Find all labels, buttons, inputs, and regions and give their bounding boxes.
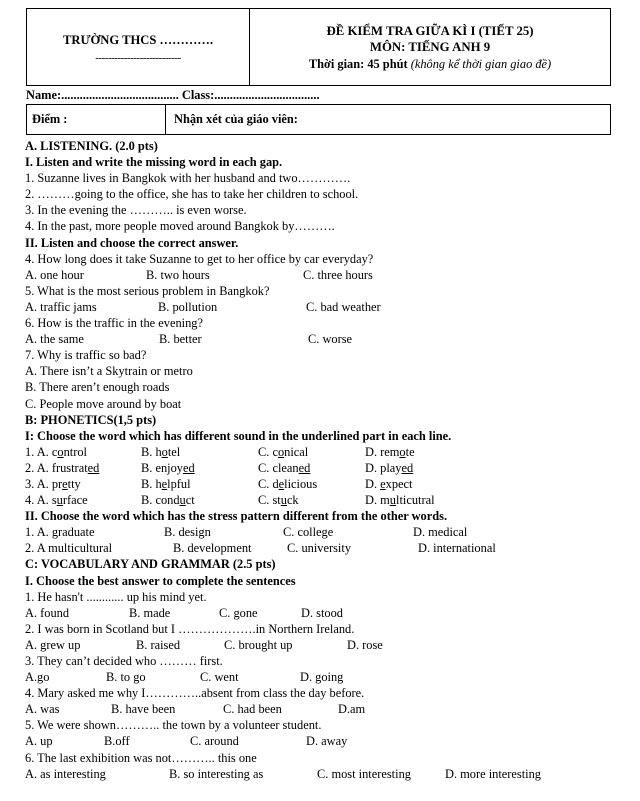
options-row (25, 331, 625, 347)
option: A. There isn’t a Skytrain or metro (25, 364, 193, 379)
option: A. was (25, 702, 60, 717)
option: D. played (365, 460, 414, 475)
option: B. development (173, 541, 252, 556)
option: A.go (25, 670, 50, 685)
phonetics-row (25, 444, 625, 460)
option: A. one hour (25, 267, 84, 282)
section-heading: B: PHONETICS(1,5 pts) (25, 412, 157, 427)
option: B. There aren’t enough roads (25, 380, 170, 395)
option: B. helpful (141, 476, 191, 491)
underlined-sound: o (57, 444, 64, 459)
option: B. better (159, 332, 202, 347)
underlined-sound: o (277, 444, 285, 459)
options-row (25, 540, 625, 556)
option: 1. A. graduate (25, 525, 95, 540)
option: C. People move around by boat (25, 396, 182, 411)
question: 1. He hasn't ............ up his mind yet. (25, 589, 207, 604)
option: B.off (104, 734, 130, 749)
option: A. found (25, 605, 70, 620)
underlined-sound: o (399, 444, 406, 459)
underlined-sound: e (161, 476, 168, 491)
options-row (25, 524, 625, 540)
option: B. design (164, 525, 211, 540)
option: 2. A multicultural (25, 541, 113, 556)
option: D. multicutral (365, 493, 435, 508)
question: 5. What is the most serious problem in Bangkok? (25, 283, 270, 298)
option: D. rose (347, 637, 383, 652)
exam-title: ĐỀ KIỂM TRA GIỮA KÌ I (TIẾT 25) (326, 24, 534, 38)
options-row (25, 766, 625, 782)
section-heading: A. LISTENING. (2.0 pts) (25, 139, 158, 153)
option: A. grew up (25, 637, 81, 652)
part-heading: I. Choose the best answer to complete the sentences (25, 573, 296, 588)
option: C. cleaned (258, 460, 311, 475)
options-row (25, 299, 625, 315)
option: 3. A. pretty (25, 476, 81, 491)
underlined-sound: u (56, 493, 63, 508)
exam-time (250, 57, 610, 72)
school-name: TRƯỜNG THCS …………. (62, 33, 214, 47)
underlined-sound: o (161, 444, 168, 459)
option: C. gone (219, 605, 258, 620)
options-row (25, 669, 625, 685)
option: C. conical (258, 444, 309, 459)
question: 6. The last exhibition was not……….. this one (25, 750, 257, 765)
option: D. away (306, 734, 348, 749)
underlined-sound: ed (298, 460, 311, 475)
option: B. enjoyed (141, 460, 195, 475)
phonetics-row (25, 492, 625, 508)
question: 4. Mary asked me why I…………..absent from class the day before. (25, 686, 365, 701)
option: D. expect (365, 476, 413, 491)
question: 4. How long does it take Suzanne to get to her office by car everyday? (25, 251, 374, 266)
score-label: Điểm : (32, 112, 68, 126)
underlined-sound: u (280, 493, 287, 508)
option: B. made (129, 605, 171, 620)
option: C. bad weather (306, 299, 381, 314)
underlined-sound: e (380, 476, 386, 491)
options-row (25, 267, 625, 283)
underlined-sound: e (62, 476, 68, 491)
question: 3. In the evening the ……….. is even worse. (25, 203, 247, 218)
option: C. delicious (258, 476, 318, 491)
question: 4. In the past, more people moved around Bangkok by………. (25, 219, 335, 234)
options-row (25, 701, 625, 717)
option: B. to go (106, 670, 146, 685)
student-name-class-line: Name:...................................... Class:.................................. (26, 88, 320, 102)
underlined-sound: e (278, 476, 285, 491)
part-heading: II. Listen and choose the correct answer. (25, 235, 239, 250)
option: A. traffic jams (25, 299, 97, 314)
option: D. remote (365, 444, 415, 459)
part-heading: I: Choose the word which has different sound in the underlined part in each line. (25, 428, 452, 443)
option: B. pollution (158, 299, 218, 314)
section-heading: C: VOCABULARY AND GRAMMAR (2.5 pts) (25, 557, 276, 572)
option: B. so interesting as (169, 766, 264, 781)
options-row (25, 637, 625, 653)
exam-body (25, 138, 625, 782)
question: 3. They can’t decided who ……… first. (25, 654, 223, 668)
question: 2. I was born in Scotland but I ……………….in Northern Ireland. (25, 621, 355, 636)
option: A. the same (25, 332, 84, 347)
option: C. around (190, 734, 239, 749)
underlined-sound: ed (401, 460, 414, 475)
option: 4. A. surface (25, 493, 88, 508)
exam-info-cell (250, 9, 610, 85)
school-cell (27, 9, 250, 85)
option: A. as interesting (25, 766, 106, 781)
option: C. brought up (224, 637, 293, 652)
question: 7. Why is traffic so bad? (25, 348, 147, 363)
part-heading: II. Choose the word which has the stress pattern different from the other words. (25, 509, 448, 524)
option: D. stood (301, 605, 343, 620)
option: D. going (300, 670, 344, 685)
option: D. international (418, 541, 496, 556)
phonetics-row (25, 476, 625, 492)
option: C. went (200, 670, 239, 685)
option: C. college (283, 525, 334, 540)
option: 1. A. control (25, 444, 87, 459)
option: B. have been (111, 702, 176, 717)
option: B. conduct (141, 493, 195, 508)
option: B. raised (136, 637, 181, 652)
underlined-sound: ed (183, 460, 195, 475)
option: 2. A. frustrated (25, 460, 100, 475)
exam-subject: MÔN: TIẾNG ANH 9 (369, 40, 491, 54)
option: C. three hours (303, 267, 373, 282)
time-label: Thời gian: 45 phút (308, 57, 408, 71)
exam-header (26, 8, 611, 86)
underlined-sound: ed (87, 460, 100, 475)
option: C. most interesting (317, 766, 411, 781)
underlined-sound: u (389, 493, 396, 508)
question: 6. How is the traffic in the evening? (25, 316, 204, 331)
option: D.am (338, 702, 366, 717)
option: C. university (287, 541, 352, 556)
question: 1. Suzanne lives in Bangkok with her husband and two…………. (25, 171, 351, 186)
option: D. more interesting (445, 766, 542, 781)
question: 5. We were shown……….. the town by a volunteer student. (25, 718, 322, 733)
options-row (25, 733, 625, 749)
options-row (25, 605, 625, 621)
score-box (26, 104, 611, 135)
option: B. two hours (146, 267, 210, 282)
part-heading: I. Listen and write the missing word in each gap. (25, 155, 283, 170)
phonetics-row (25, 460, 625, 476)
option: B. hotel (141, 444, 181, 459)
option: C. worse (308, 332, 353, 347)
time-note: (không kể thời gian giao đề) (410, 57, 552, 71)
underlined-sound: u (179, 493, 186, 508)
question: 2. ………going to the office, she has to take her children to school. (25, 187, 359, 202)
option: C. had been (223, 702, 282, 717)
option: D. medical (413, 525, 468, 540)
option: C. stuck (258, 493, 299, 508)
option: A. up (25, 734, 53, 749)
school-dashes: --------------------------- (95, 52, 181, 64)
teacher-comment-label: Nhận xét của giáo viên: (174, 112, 298, 126)
